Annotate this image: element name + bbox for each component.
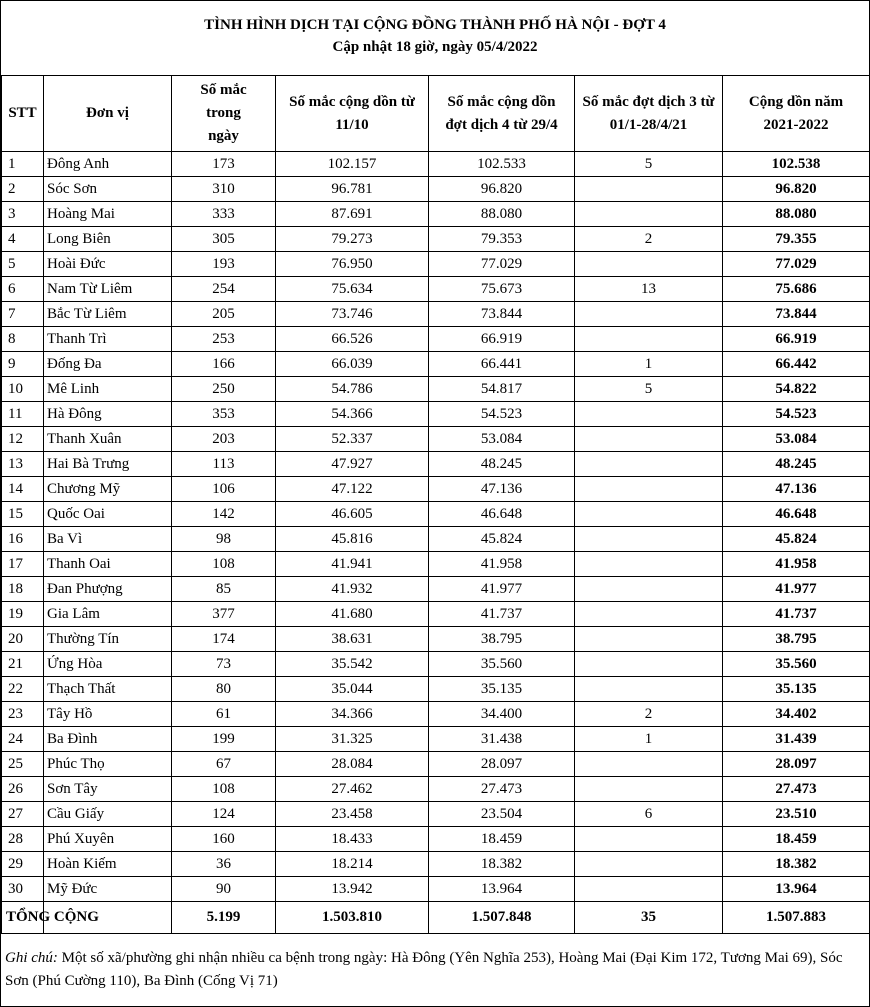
cell-unit: Mê Linh — [44, 377, 172, 402]
cell-daily: 250 — [172, 377, 276, 402]
table-row — [2, 427, 870, 452]
cell-total: 88.080 — [723, 202, 870, 227]
cell-stt: 15 — [2, 502, 44, 527]
cell-total: 27.473 — [723, 777, 870, 802]
cell-daily: 67 — [172, 752, 276, 777]
cell-total: 38.795 — [723, 627, 870, 652]
cell-wave3 — [575, 877, 723, 902]
cell-cum-wave4: 38.795 — [429, 627, 575, 652]
cell-daily: 108 — [172, 552, 276, 577]
table-row — [2, 877, 870, 902]
cell-cum-1110: 66.039 — [276, 352, 429, 377]
cell-stt: 17 — [2, 552, 44, 577]
cell-unit: Mỹ Đức — [44, 877, 172, 902]
cell-total: 28.097 — [723, 752, 870, 777]
cell-unit: Thanh Oai — [44, 552, 172, 577]
cell-cum-wave4: 45.824 — [429, 527, 575, 552]
cell-cum-1110: 102.157 — [276, 152, 429, 177]
cell-unit: Hoài Đức — [44, 252, 172, 277]
header-wave3: Số mắc đợt dịch 3 từ 01/1-28/4/21 — [575, 76, 723, 152]
cell-daily: 174 — [172, 627, 276, 652]
cell-unit: Phúc Thọ — [44, 752, 172, 777]
cell-cum-wave4: 27.473 — [429, 777, 575, 802]
cell-stt: 10 — [2, 377, 44, 402]
cell-cum-wave4: 41.977 — [429, 577, 575, 602]
footnote-text: Một số xã/phường ghi nhận nhiều ca bệnh trong ngày: Hà Đông (Yên Nghĩa 253), Hoàng Mai (Đại Kim 172, Tương Mai 69), Sóc Sơn (Phú Cường 110), Ba Đình (Cống Vị 71) — [5, 950, 843, 989]
cell-daily: 173 — [172, 152, 276, 177]
cell-total: 34.402 — [723, 702, 870, 727]
cell-stt: 5 — [2, 252, 44, 277]
table-row — [2, 727, 870, 752]
cell-daily: 253 — [172, 327, 276, 352]
cell-total: 41.977 — [723, 577, 870, 602]
table-row — [2, 327, 870, 352]
cell-cum-wave4: 96.820 — [429, 177, 575, 202]
cell-cum-1110: 38.631 — [276, 627, 429, 652]
totals-cum-wave4: 1.507.848 — [429, 902, 575, 934]
totals-wave3: 35 — [575, 902, 723, 934]
cell-unit: Ứng Hòa — [44, 652, 172, 677]
table-row — [2, 377, 870, 402]
cell-total: 73.844 — [723, 302, 870, 327]
totals-cum-1110: 1.503.810 — [276, 902, 429, 934]
cell-cum-wave4: 79.353 — [429, 227, 575, 252]
title-block — [1, 1, 869, 75]
footnote-label: Ghi chú: — [5, 950, 58, 966]
cell-cum-1110: 31.325 — [276, 727, 429, 752]
cell-stt: 2 — [2, 177, 44, 202]
cell-unit: Gia Lâm — [44, 602, 172, 627]
cell-cum-wave4: 48.245 — [429, 452, 575, 477]
cell-cum-1110: 35.542 — [276, 652, 429, 677]
cell-total: 66.442 — [723, 352, 870, 377]
cell-cum-1110: 54.366 — [276, 402, 429, 427]
cell-unit: Thường Tín — [44, 627, 172, 652]
cell-cum-1110: 66.526 — [276, 327, 429, 352]
cell-stt: 4 — [2, 227, 44, 252]
table-row — [2, 352, 870, 377]
cell-unit: Thanh Trì — [44, 327, 172, 352]
cell-unit: Sơn Tây — [44, 777, 172, 802]
table-row — [2, 627, 870, 652]
cell-daily: 310 — [172, 177, 276, 202]
cell-stt: 13 — [2, 452, 44, 477]
cell-total: 41.958 — [723, 552, 870, 577]
cell-daily: 90 — [172, 877, 276, 902]
cell-daily: 254 — [172, 277, 276, 302]
table-row — [2, 227, 870, 252]
cell-daily: 108 — [172, 777, 276, 802]
table-row — [2, 477, 870, 502]
cell-cum-1110: 47.122 — [276, 477, 429, 502]
cell-cum-wave4: 77.029 — [429, 252, 575, 277]
cell-stt: 18 — [2, 577, 44, 602]
cell-total: 45.824 — [723, 527, 870, 552]
cell-wave3 — [575, 402, 723, 427]
table-row — [2, 552, 870, 577]
cell-wave3 — [575, 202, 723, 227]
table-row — [2, 402, 870, 427]
cell-cum-wave4: 18.382 — [429, 852, 575, 877]
footnote — [5, 947, 865, 993]
cell-daily: 377 — [172, 602, 276, 627]
cell-daily: 142 — [172, 502, 276, 527]
cell-stt: 23 — [2, 702, 44, 727]
cell-daily: 333 — [172, 202, 276, 227]
cell-stt: 14 — [2, 477, 44, 502]
cell-wave3: 5 — [575, 152, 723, 177]
cell-stt: 9 — [2, 352, 44, 377]
cell-cum-1110: 41.941 — [276, 552, 429, 577]
cell-cum-wave4: 66.441 — [429, 352, 575, 377]
cell-total: 41.737 — [723, 602, 870, 627]
page-subtitle: Cập nhật 18 giờ, ngày 05/4/2022 — [332, 39, 538, 55]
totals-label: TỔNG CỘNG — [2, 902, 44, 934]
cell-wave3 — [575, 827, 723, 852]
cell-unit: Tây Hồ — [44, 702, 172, 727]
cell-daily: 353 — [172, 402, 276, 427]
cell-total: 48.245 — [723, 452, 870, 477]
cell-cum-wave4: 41.958 — [429, 552, 575, 577]
cell-cum-wave4: 73.844 — [429, 302, 575, 327]
cell-total: 54.523 — [723, 402, 870, 427]
cell-wave3 — [575, 327, 723, 352]
cell-cum-wave4: 66.919 — [429, 327, 575, 352]
cell-stt: 21 — [2, 652, 44, 677]
cell-total: 46.648 — [723, 502, 870, 527]
cell-cum-wave4: 54.523 — [429, 402, 575, 427]
cell-unit: Long Biên — [44, 227, 172, 252]
totals-daily: 5.199 — [172, 902, 276, 934]
cell-unit: Đống Đa — [44, 352, 172, 377]
table-row — [2, 202, 870, 227]
cell-unit: Ba Vì — [44, 527, 172, 552]
cell-cum-1110: 13.942 — [276, 877, 429, 902]
table-row — [2, 502, 870, 527]
cell-stt: 19 — [2, 602, 44, 627]
cell-wave3 — [575, 452, 723, 477]
cell-unit: Thanh Xuân — [44, 427, 172, 452]
cell-unit: Nam Từ Liêm — [44, 277, 172, 302]
table-row — [2, 777, 870, 802]
cell-wave3 — [575, 527, 723, 552]
cell-stt: 24 — [2, 727, 44, 752]
cell-cum-wave4: 28.097 — [429, 752, 575, 777]
cell-cum-wave4: 46.648 — [429, 502, 575, 527]
cell-cum-1110: 47.927 — [276, 452, 429, 477]
cell-wave3 — [575, 677, 723, 702]
cell-total: 35.135 — [723, 677, 870, 702]
cell-total: 53.084 — [723, 427, 870, 452]
cell-wave3 — [575, 302, 723, 327]
cell-cum-wave4: 102.533 — [429, 152, 575, 177]
table-row — [2, 177, 870, 202]
cell-unit: Sóc Sơn — [44, 177, 172, 202]
table-row — [2, 752, 870, 777]
cell-unit: Chương Mỹ — [44, 477, 172, 502]
cell-unit: Hai Bà Trưng — [44, 452, 172, 477]
cell-daily: 36 — [172, 852, 276, 877]
cell-wave3 — [575, 502, 723, 527]
table-row — [2, 677, 870, 702]
page-title: TÌNH HÌNH DỊCH TẠI CỘNG ĐỒNG THÀNH PHỐ HÀ NỘI - ĐỢT 4 — [204, 17, 666, 33]
cell-stt: 16 — [2, 527, 44, 552]
cell-total: 77.029 — [723, 252, 870, 277]
table-row — [2, 852, 870, 877]
cell-daily: 73 — [172, 652, 276, 677]
cell-wave3: 2 — [575, 702, 723, 727]
cell-total: 54.822 — [723, 377, 870, 402]
cell-cum-1110: 28.084 — [276, 752, 429, 777]
cell-wave3: 1 — [575, 727, 723, 752]
cell-wave3: 2 — [575, 227, 723, 252]
table-row — [2, 652, 870, 677]
cell-cum-wave4: 41.737 — [429, 602, 575, 627]
cell-daily: 61 — [172, 702, 276, 727]
cell-stt: 6 — [2, 277, 44, 302]
cell-wave3 — [575, 602, 723, 627]
header-cum-1110: Số mắc cộng dồn từ 11/10 — [276, 76, 429, 152]
cell-cum-1110: 27.462 — [276, 777, 429, 802]
cell-stt: 8 — [2, 327, 44, 352]
table-row — [2, 702, 870, 727]
cell-total: 18.382 — [723, 852, 870, 877]
header-stt: STT — [2, 76, 44, 152]
cell-stt: 20 — [2, 627, 44, 652]
cell-cum-wave4: 54.817 — [429, 377, 575, 402]
cell-daily: 80 — [172, 677, 276, 702]
cell-daily: 193 — [172, 252, 276, 277]
table-row — [2, 452, 870, 477]
header-unit: Đơn vị — [44, 76, 172, 152]
cell-cum-wave4: 53.084 — [429, 427, 575, 452]
cell-daily: 205 — [172, 302, 276, 327]
cell-cum-wave4: 23.504 — [429, 802, 575, 827]
cell-total: 79.355 — [723, 227, 870, 252]
cell-cum-wave4: 47.136 — [429, 477, 575, 502]
cell-cum-1110: 76.950 — [276, 252, 429, 277]
header-cum-wave4: Số mắc cộng dồn đợt dịch 4 từ 29/4 — [429, 76, 575, 152]
cell-cum-1110: 73.746 — [276, 302, 429, 327]
cell-cum-wave4: 18.459 — [429, 827, 575, 852]
table-row — [2, 827, 870, 852]
cell-daily: 166 — [172, 352, 276, 377]
cell-daily: 85 — [172, 577, 276, 602]
cell-stt: 22 — [2, 677, 44, 702]
cell-unit: Bắc Từ Liêm — [44, 302, 172, 327]
cell-total: 96.820 — [723, 177, 870, 202]
cell-cum-1110: 41.680 — [276, 602, 429, 627]
cell-total: 66.919 — [723, 327, 870, 352]
cell-daily: 203 — [172, 427, 276, 452]
cell-unit: Phú Xuyên — [44, 827, 172, 852]
cell-wave3 — [575, 752, 723, 777]
cell-stt: 29 — [2, 852, 44, 877]
cell-cum-1110: 79.273 — [276, 227, 429, 252]
cell-unit: Đan Phượng — [44, 577, 172, 602]
totals-row — [2, 902, 870, 934]
cell-stt: 11 — [2, 402, 44, 427]
table-row — [2, 527, 870, 552]
header-total: Cộng dồn năm 2021-2022 — [723, 76, 870, 152]
cell-total: 75.686 — [723, 277, 870, 302]
cell-cum-1110: 54.786 — [276, 377, 429, 402]
table-row — [2, 577, 870, 602]
cell-unit: Quốc Oai — [44, 502, 172, 527]
cell-cum-wave4: 88.080 — [429, 202, 575, 227]
cell-cum-wave4: 34.400 — [429, 702, 575, 727]
cell-stt: 30 — [2, 877, 44, 902]
cell-total: 23.510 — [723, 802, 870, 827]
cell-unit: Ba Đình — [44, 727, 172, 752]
cell-cum-1110: 35.044 — [276, 677, 429, 702]
cell-stt: 1 — [2, 152, 44, 177]
table-body — [2, 152, 870, 902]
cell-wave3 — [575, 852, 723, 877]
cell-cum-1110: 87.691 — [276, 202, 429, 227]
cell-stt: 3 — [2, 202, 44, 227]
cell-stt: 7 — [2, 302, 44, 327]
cell-total: 18.459 — [723, 827, 870, 852]
cell-wave3: 5 — [575, 377, 723, 402]
cell-cum-1110: 18.214 — [276, 852, 429, 877]
cell-wave3 — [575, 552, 723, 577]
cell-cum-1110: 75.634 — [276, 277, 429, 302]
cell-cum-1110: 41.932 — [276, 577, 429, 602]
cell-wave3 — [575, 252, 723, 277]
cell-unit: Hoàn Kiếm — [44, 852, 172, 877]
cell-stt: 12 — [2, 427, 44, 452]
cell-unit: Đông Anh — [44, 152, 172, 177]
table-row — [2, 602, 870, 627]
cell-wave3 — [575, 477, 723, 502]
cell-cum-1110: 18.433 — [276, 827, 429, 852]
cell-cum-1110: 45.816 — [276, 527, 429, 552]
cell-wave3 — [575, 777, 723, 802]
cell-cum-1110: 96.781 — [276, 177, 429, 202]
cell-daily: 124 — [172, 802, 276, 827]
table-row — [2, 802, 870, 827]
cell-cum-1110: 34.366 — [276, 702, 429, 727]
covid-cases-table — [1, 75, 870, 934]
cell-daily: 98 — [172, 527, 276, 552]
cell-daily: 305 — [172, 227, 276, 252]
cell-total: 35.560 — [723, 652, 870, 677]
table-row — [2, 252, 870, 277]
cell-daily: 199 — [172, 727, 276, 752]
header-daily: Số mắc trong ngày — [172, 76, 276, 152]
cell-cum-wave4: 35.135 — [429, 677, 575, 702]
cell-total: 102.538 — [723, 152, 870, 177]
cell-cum-1110: 23.458 — [276, 802, 429, 827]
cell-unit: Hoàng Mai — [44, 202, 172, 227]
cell-total: 13.964 — [723, 877, 870, 902]
cell-unit: Cầu Giấy — [44, 802, 172, 827]
table-row — [2, 277, 870, 302]
cell-daily: 160 — [172, 827, 276, 852]
cell-wave3: 1 — [575, 352, 723, 377]
cell-wave3 — [575, 652, 723, 677]
cell-daily: 113 — [172, 452, 276, 477]
table-row — [2, 302, 870, 327]
cell-wave3 — [575, 627, 723, 652]
cell-stt: 28 — [2, 827, 44, 852]
cell-cum-wave4: 35.560 — [429, 652, 575, 677]
cell-wave3 — [575, 577, 723, 602]
cell-cum-wave4: 13.964 — [429, 877, 575, 902]
totals-total: 1.507.883 — [723, 902, 870, 934]
cell-daily: 106 — [172, 477, 276, 502]
cell-wave3: 6 — [575, 802, 723, 827]
cell-wave3 — [575, 177, 723, 202]
cell-unit: Hà Đông — [44, 402, 172, 427]
cell-cum-1110: 52.337 — [276, 427, 429, 452]
cell-unit: Thạch Thất — [44, 677, 172, 702]
cell-wave3: 13 — [575, 277, 723, 302]
cell-cum-wave4: 75.673 — [429, 277, 575, 302]
table-header-row — [2, 76, 870, 152]
cell-cum-1110: 46.605 — [276, 502, 429, 527]
cell-cum-wave4: 31.438 — [429, 727, 575, 752]
cell-stt: 25 — [2, 752, 44, 777]
cell-total: 47.136 — [723, 477, 870, 502]
table-row — [2, 152, 870, 177]
cell-wave3 — [575, 427, 723, 452]
cell-stt: 26 — [2, 777, 44, 802]
cell-total: 31.439 — [723, 727, 870, 752]
cell-stt: 27 — [2, 802, 44, 827]
